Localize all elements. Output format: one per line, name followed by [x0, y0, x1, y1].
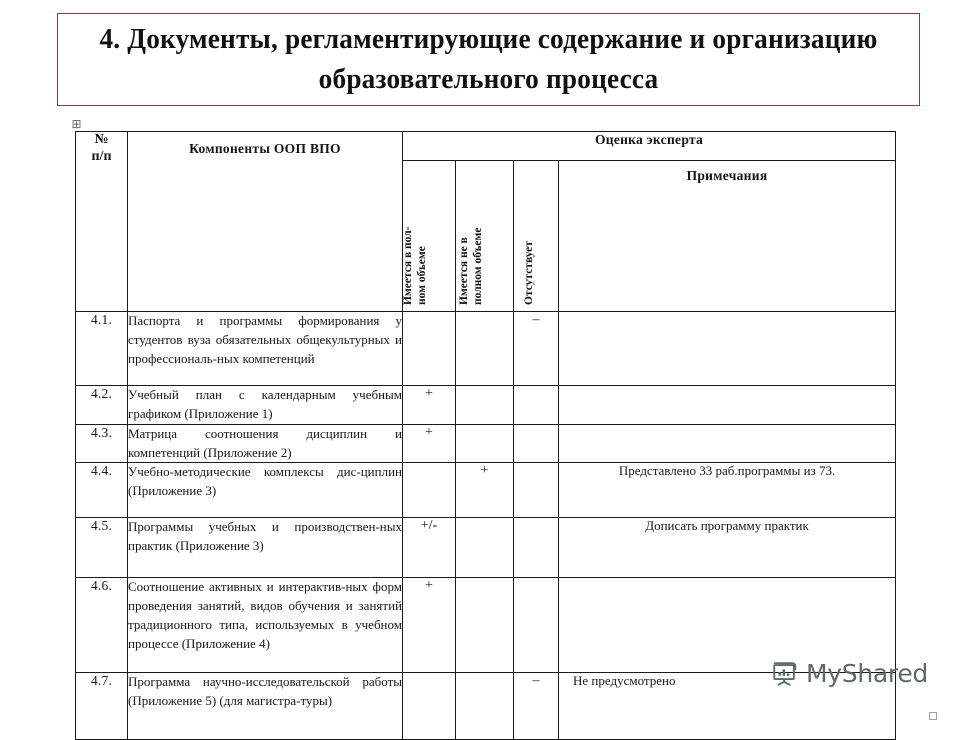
header-cell-component: Компоненты ООП ВПО [128, 132, 403, 312]
row-mark-full[interactable]: + [403, 386, 456, 425]
row-mark-full[interactable] [403, 312, 456, 386]
row-mark-partial[interactable] [456, 518, 514, 578]
row-component: Паспорта и программы формирования у студентов вуза обязательных общекультурных и профессиональ-ных компетенций [128, 312, 403, 386]
row-note[interactable] [559, 424, 896, 463]
header-cell-notes: Примечания [559, 161, 896, 312]
row-number: 4.2. [76, 386, 128, 425]
evaluation-table [75, 131, 896, 740]
row-component: Программа научно-исследовательской работы (Приложение 5) (для магистра-туры) [128, 673, 403, 740]
row-note[interactable] [559, 578, 896, 673]
table-row [76, 578, 896, 673]
row-mark-absent[interactable] [514, 578, 559, 673]
table-row [76, 312, 896, 386]
row-mark-partial[interactable] [456, 386, 514, 425]
row-mark-full[interactable]: +/- [403, 518, 456, 578]
header-has-full-line1: Имеется в пол- [401, 226, 414, 305]
watermark-label: MyShared [806, 658, 928, 688]
row-component: Учебно-методические комплексы дис-циплин (Приложение 3) [128, 463, 403, 518]
row-number: 4.7. [76, 673, 128, 740]
row-mark-absent[interactable]: – [514, 312, 559, 386]
header-number-line2: п/п [91, 148, 112, 164]
page-title: 4. Документы, регламентирующие содержание и организацию образовательного процесса [99, 23, 878, 95]
row-component: Соотношение активных и интерактив-ных форм проведения занятий, видов обучения и занятий традиционного типа, используемых в учебном процессе (Приложение 4) [128, 578, 403, 673]
row-note[interactable] [559, 312, 896, 386]
row-mark-full[interactable] [403, 673, 456, 740]
header-cell-number [76, 132, 128, 312]
table-row [76, 424, 896, 463]
header-has-partial-line1: Имеется не в [457, 237, 470, 305]
table-row [76, 463, 896, 518]
row-mark-partial[interactable] [456, 312, 514, 386]
row-component: Учебный план с календарным учебным графиком (Приложение 1) [128, 386, 403, 425]
row-mark-absent[interactable] [514, 424, 559, 463]
row-mark-partial[interactable] [456, 424, 514, 463]
header-cell-has-partial [456, 161, 514, 312]
row-note[interactable]: Дописать программу практик [559, 518, 896, 578]
row-mark-absent[interactable] [514, 386, 559, 425]
header-cell-expert-assessment: Оценка эксперта [403, 132, 896, 161]
row-number: 4.4. [76, 463, 128, 518]
row-mark-full[interactable]: + [403, 578, 456, 673]
header-has-partial-line2: полном объеме [471, 227, 484, 305]
table-header-row-primary [76, 132, 896, 161]
row-number: 4.3. [76, 424, 128, 463]
header-has-full-line2: ном объеме [415, 246, 428, 305]
page-anchor-handle[interactable] [929, 712, 937, 720]
row-component: Программы учебных и производствен-ных практик (Приложение 3) [128, 518, 403, 578]
slide-title-banner [57, 13, 920, 106]
header-number-line1: № [94, 132, 109, 147]
row-number: 4.6. [76, 578, 128, 673]
table-row [76, 386, 896, 425]
row-mark-partial[interactable] [456, 578, 514, 673]
table-row [76, 518, 896, 578]
row-note[interactable]: Представлено 33 раб.программы из 73. [559, 463, 896, 518]
row-mark-partial[interactable] [456, 673, 514, 740]
row-mark-absent[interactable] [514, 463, 559, 518]
row-mark-absent[interactable]: – [514, 673, 559, 740]
row-number: 4.1. [76, 312, 128, 386]
row-number: 4.5. [76, 518, 128, 578]
row-mark-absent[interactable] [514, 518, 559, 578]
header-cell-absent [514, 161, 559, 312]
row-mark-full[interactable]: + [403, 424, 456, 463]
row-note[interactable] [559, 386, 896, 425]
table-row [76, 673, 896, 740]
header-absent-label: Отсутствует [522, 241, 535, 305]
header-cell-has-full [403, 161, 456, 312]
row-mark-full[interactable] [403, 463, 456, 518]
row-mark-partial[interactable]: + [456, 463, 514, 518]
row-component: Матрица соотношения дисциплин и компетенций (Приложение 2) [128, 424, 403, 463]
row-note[interactable]: Не предусмотрено [559, 673, 896, 740]
table-move-handle-icon[interactable]: ⊞ [71, 117, 82, 131]
